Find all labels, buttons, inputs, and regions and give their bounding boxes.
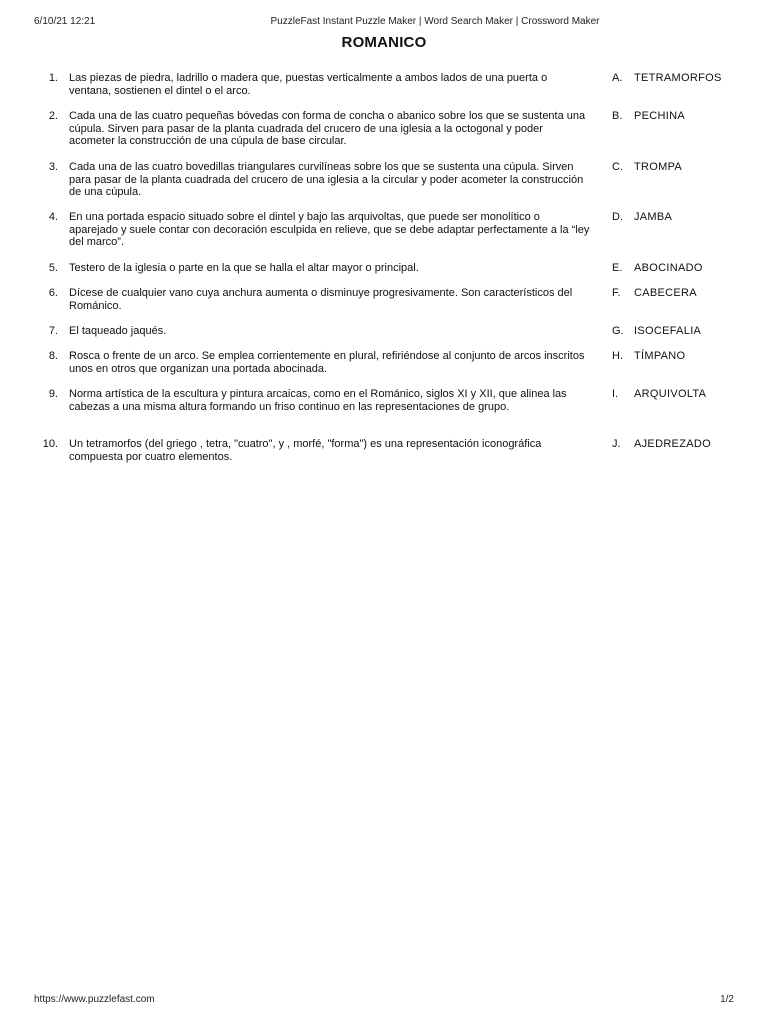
print-date: 6/10/21 12:21 — [34, 16, 96, 27]
list-item — [0, 287, 768, 325]
footer-url: https://www.puzzlefast.com — [34, 994, 155, 1005]
item-number: 1. — [48, 72, 58, 84]
item-clue: Cada una de las cuatro bovedillas triangulares curvilíneas sobre los que se sustenta una cúpula. Sirven para pasar de la planta cuadrada del crucero de una iglesia a la circular y poder acometer la construcción de una cúpula. — [69, 161, 584, 199]
answer-term: AJEDREZADO — [634, 438, 711, 450]
list-item — [0, 388, 768, 438]
item-clue: Un tetramorfos (del griego , tetra, "cuatro", y , morfé, "forma") es una representación iconográfica compuesta por cuatro elementos. — [69, 438, 542, 463]
answer-term: JAMBA — [634, 211, 673, 223]
item-number: 10. — [42, 438, 58, 450]
item-number: 5. — [48, 262, 58, 274]
list-item — [0, 325, 768, 350]
item-clue: Las piezas de piedra, ladrillo o madera que, puestas verticalmente a ambos lados de una puerta o ventana, sostienen el dintel o el arco. — [69, 72, 548, 97]
list-item — [0, 262, 768, 287]
answer-letter: G. — [612, 325, 624, 337]
answer-letter: H. — [612, 350, 623, 362]
item-clue: En una portada espacio situado sobre el dintel y bajo las arquivoltas, que puede ser monolítico o aparejado y suele contar con decoración esculpida en relieve, que se debe adaptar perfectamente a la “ley del marco”. — [69, 211, 590, 249]
answer-term: TÍMPANO — [634, 350, 686, 362]
item-clue: Cada una de las cuatro pequeñas bóvedas con forma de concha o abanico sobre los que se sustenta una cúpula. Sirven para pasar de la planta cuadrada del crucero de una iglesia a la octogonal y poder acometer la construcción de una cúpula de base circular. — [69, 110, 586, 148]
print-header — [0, 16, 768, 30]
item-number: 9. — [48, 388, 58, 400]
answer-term: TROMPA — [634, 161, 683, 173]
answer-letter: I. — [612, 388, 619, 400]
item-number: 8. — [48, 350, 58, 362]
answer-term: ARQUIVOLTA — [634, 388, 707, 400]
answer-letter: E. — [612, 262, 623, 274]
answer-term: ISOCEFALIA — [634, 325, 702, 337]
item-clue: Testero de la iglesia o parte en la que se halla el altar mayor o principal. — [69, 262, 419, 274]
page-number: 1/2 — [720, 994, 734, 1005]
list-item — [0, 161, 768, 211]
print-document-title: PuzzleFast Instant Puzzle Maker | Word Search Maker | Crossword Maker — [270, 16, 600, 27]
answer-term: PECHINA — [634, 110, 685, 122]
answer-letter: A. — [612, 72, 623, 84]
answer-letter: C. — [612, 161, 623, 173]
item-number: 3. — [48, 161, 58, 173]
item-clue: Rosca o frente de un arco. Se emplea corrientemente en plural, refiriéndose al conjunto de arcos inscritos unos en otros que organizan una portada abocinada. — [69, 350, 585, 375]
list-item — [0, 72, 768, 110]
answer-term: TETRAMORFOS — [634, 72, 722, 84]
answer-term: ABOCINADO — [634, 262, 703, 274]
list-item — [0, 211, 768, 262]
answer-letter: F. — [612, 287, 621, 299]
item-number: 4. — [48, 211, 58, 223]
item-clue: Norma artística de la escultura y pintura arcaicas, como en el Románico, siglos XI y XII, que alinea las cabezas a una misma altura formando un friso continuo en las representaciones de grupo. — [69, 388, 567, 413]
item-number: 6. — [48, 287, 58, 299]
answer-letter: B. — [612, 110, 623, 122]
page-title: ROMANICO — [341, 34, 427, 51]
list-item — [0, 110, 768, 161]
item-number: 7. — [48, 325, 58, 337]
list-item — [0, 350, 768, 388]
item-clue: El taqueado jaqués. — [69, 325, 167, 337]
answer-letter: D. — [612, 211, 623, 223]
matching-list — [0, 72, 768, 476]
item-clue: Dícese de cualquier vano cuya anchura aumenta o disminuye progresivamente. Son característicos del Románico. — [69, 287, 573, 312]
list-item — [0, 438, 768, 476]
item-number: 2. — [48, 110, 58, 122]
print-footer — [0, 994, 768, 1008]
answer-term: CABECERA — [634, 287, 697, 299]
answer-letter: J. — [612, 438, 621, 450]
